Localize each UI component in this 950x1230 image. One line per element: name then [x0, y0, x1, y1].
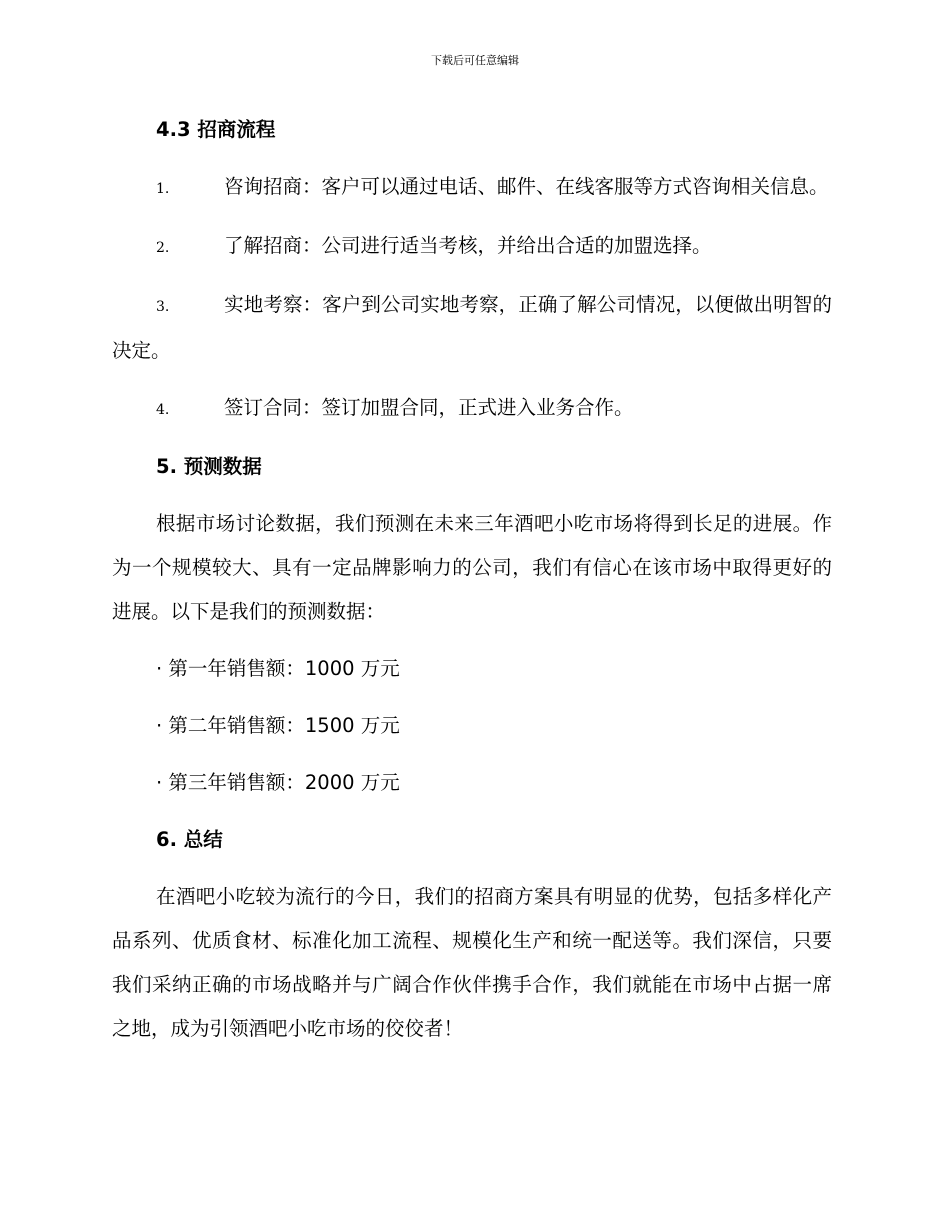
- section-heading-6: 6. 总结: [156, 828, 223, 851]
- section-heading-4-3: 4.3 招商流程: [156, 118, 276, 141]
- summary-paragraph: 在酒吧小吃较为流行的今日，我们的招商方案具有明显的优势，包括多样化产品系列、优质食材、标准化加工流程、规模化生产和统一配送等。我们深信，只要我们采纳正确的市场战略并与广阔合作伙伴携手合作，我们就能在市场中占据一席之地，成为引领酒吧小吃市场的佼佼者！: [112, 885, 832, 1040]
- forecast-bullet-year-1: · 第一年销售额：1000 万元: [156, 657, 400, 680]
- item-text: 咨询招商：客户可以通过电话、邮件、在线客服等方式咨询相关信息。: [224, 175, 829, 198]
- process-item-2: [112, 224, 832, 270]
- item-number: 1.: [156, 181, 170, 197]
- item-text: 了解招商：公司进行适当考核，并给出合适的加盟选择。: [224, 234, 712, 257]
- process-item-4: [112, 386, 832, 432]
- page-header: 下载后可任意编辑: [431, 54, 519, 67]
- item-number: 3.: [156, 299, 170, 315]
- item-number: 4.: [156, 402, 170, 418]
- document-body: [112, 108, 832, 1064]
- item-text: 签订合同：签订加盟合同，正式进入业务合作。: [224, 396, 634, 419]
- forecast-bullet-year-2: · 第二年销售额：1500 万元: [156, 714, 400, 737]
- item-text: 实地考察：客户到公司实地考察，正确了解公司情况，以便做出明智的决定。: [112, 293, 832, 362]
- process-item-1: [112, 165, 832, 211]
- item-number: 2.: [156, 240, 170, 256]
- section-heading-5: 5. 预测数据: [156, 455, 262, 478]
- forecast-bullet-year-3: · 第三年销售额：2000 万元: [156, 771, 400, 794]
- process-item-3: [112, 283, 832, 373]
- forecast-paragraph: 根据市场讨论数据，我们预测在未来三年酒吧小吃市场将得到长足的进展。作为一个规模较大、具有一定品牌影响力的公司，我们有信心在该市场中取得更好的进展。以下是我们的预测数据：: [112, 512, 832, 623]
